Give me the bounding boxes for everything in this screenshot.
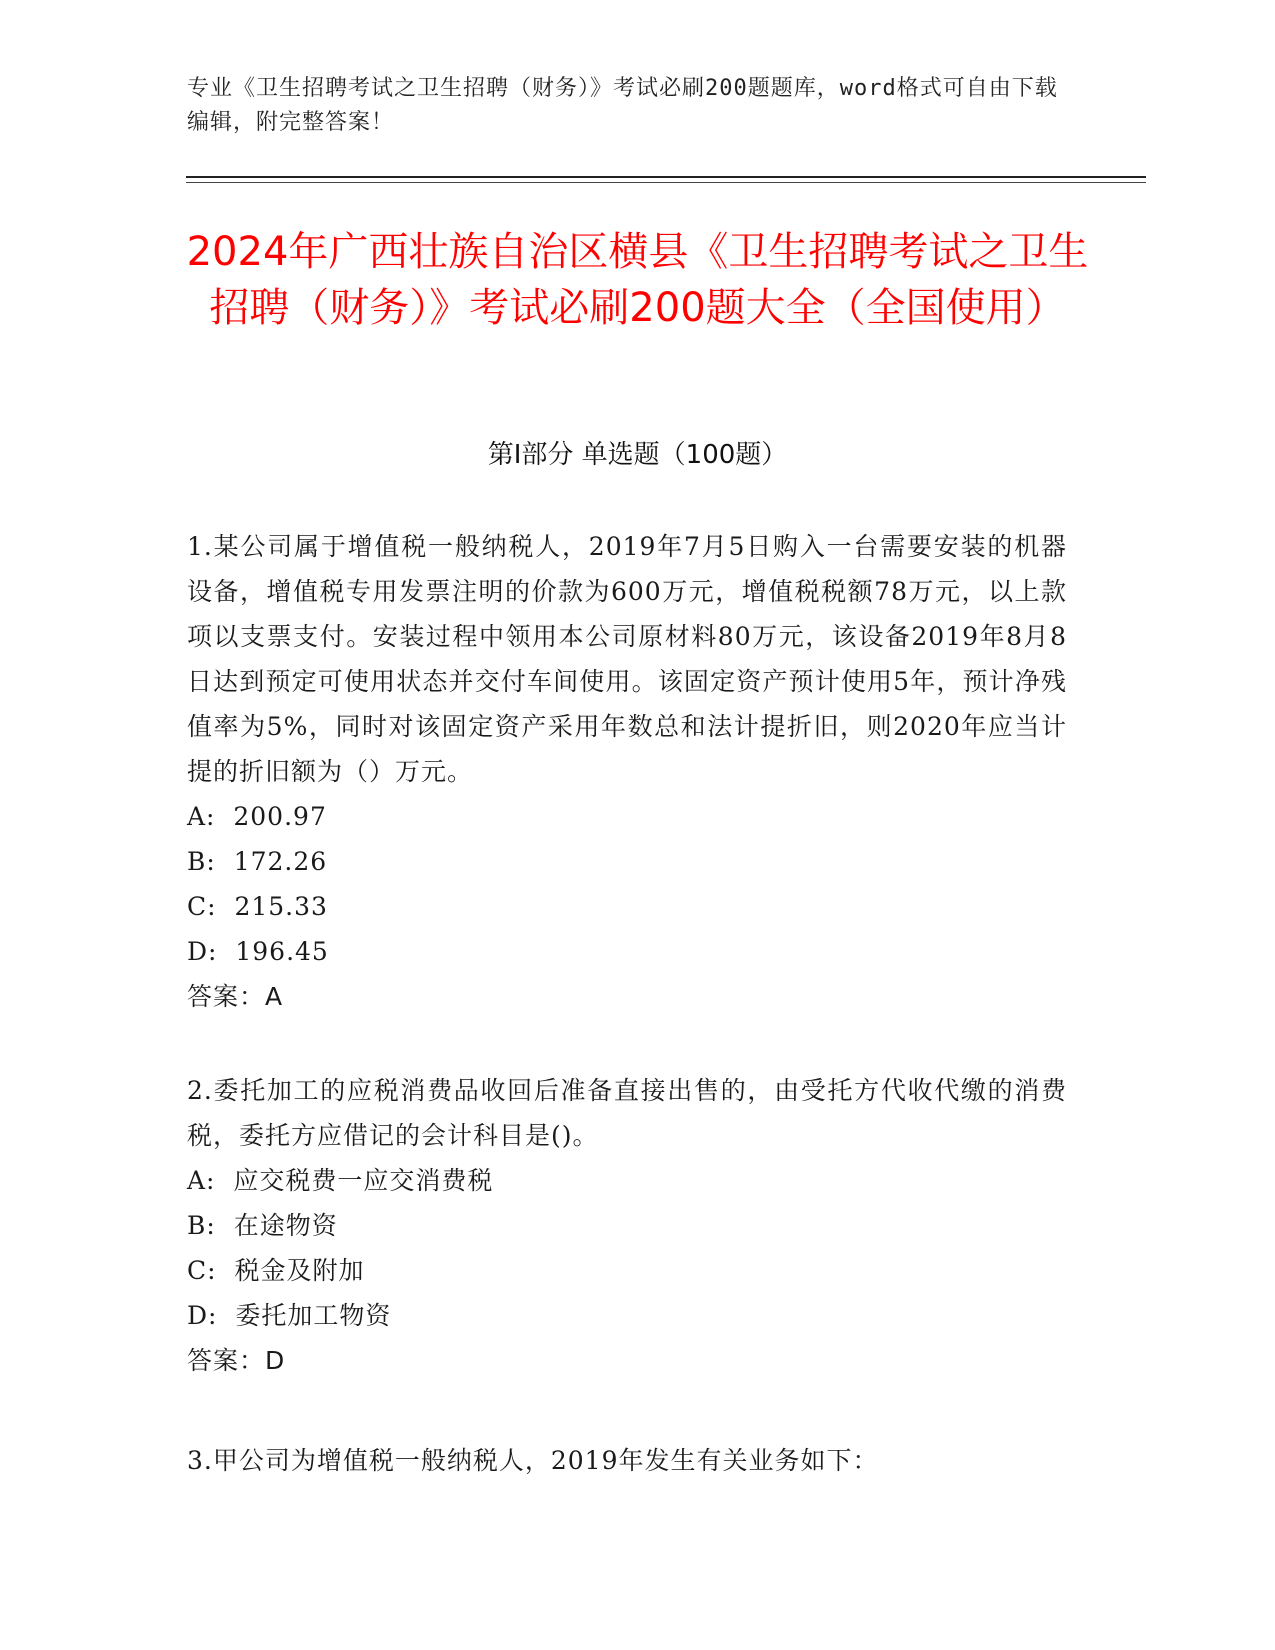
option-b: B: 在途物资 (187, 1211, 338, 1240)
option-a: A: 应交税费一应交消费税 (187, 1166, 494, 1195)
option-a: A: 200.97 (187, 802, 327, 831)
option-c: C: 215.33 (187, 892, 328, 921)
answer-line: 答案：A (187, 982, 284, 1011)
section-heading: 第Ⅰ部分 单选题（100题） (487, 440, 788, 470)
question-stem: 2.委托加工的应税消费品收回后准备直接出售的，由受托方代收代缴的消费税，委托方应借记的会计科目是()。 (187, 1076, 1067, 1150)
option-d: D: 196.45 (187, 937, 329, 966)
question-3 (187, 1438, 1067, 1483)
document-title: 2024年广西壮族自治区横县《卫生招聘考试之卫生招聘（财务）》考试必刷200题大全（全国使用） (186, 229, 1089, 331)
header-divider-thin (186, 182, 1146, 183)
question-1 (187, 524, 1067, 1019)
option-d: D: 委托加工物资 (187, 1301, 392, 1330)
question-stem: 3.甲公司为增值税一般纳税人，2019年发生有关业务如下： (187, 1446, 879, 1475)
question-2 (187, 1068, 1067, 1383)
question-stem: 1.某公司属于增值税一般纳税人，2019年7月5日购入一台需要安装的机器设备，增值税专用发票注明的价款为600万元，增值税税额78万元，以上款项以支票支付。安装过程中领用本公司原材料80万元，该设备2019年8月8日达到预定可使用状态并交付车间使用。该固定资产预计使用5年，预计净残值率为5%，同时对该固定资产采用年数总和法计提折旧，则2020年应当计提的折旧额为（）万元。 (187, 532, 1067, 786)
header-note: 专业《卫生招聘考试之卫生招聘（财务）》考试必刷200题题库，word格式可自由下载编辑，附完整答案！ (187, 76, 1058, 135)
answer-line: 答案：D (187, 1346, 286, 1375)
header-divider (186, 176, 1146, 178)
option-c: C: 税金及附加 (187, 1256, 365, 1285)
option-b: B: 172.26 (187, 847, 328, 876)
